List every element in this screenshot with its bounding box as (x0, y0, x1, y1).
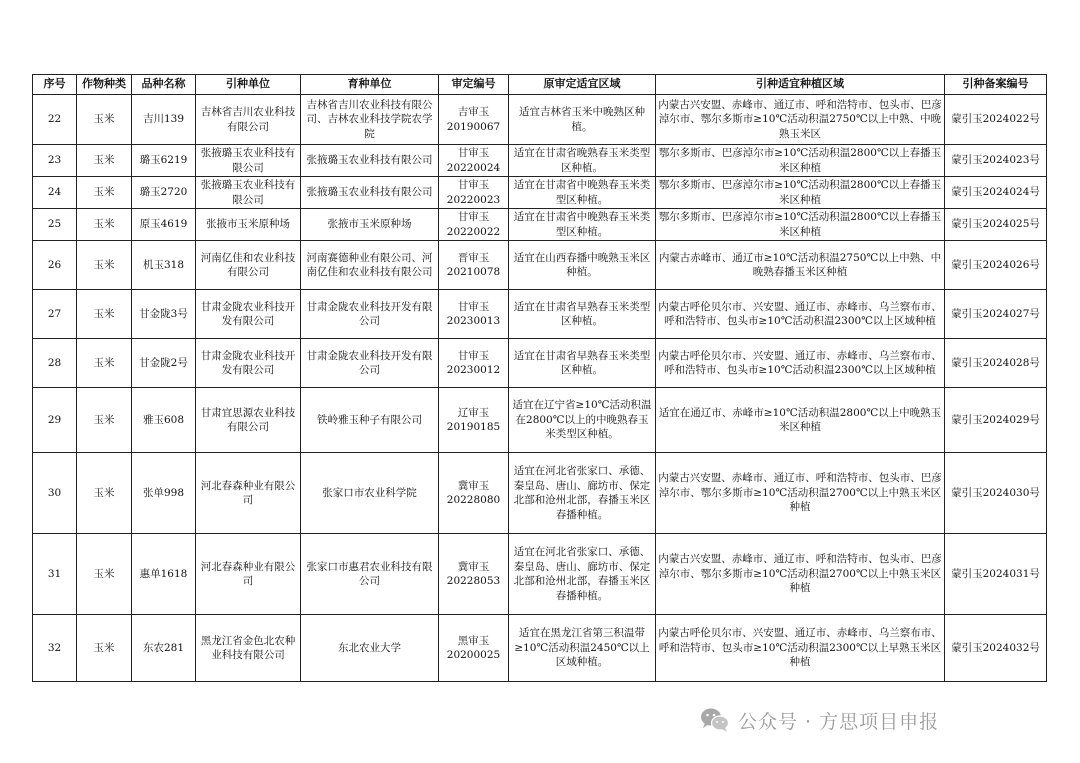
record-no-cell: 蒙引玉2024032号 (945, 615, 1047, 682)
table-row (33, 290, 1047, 339)
row-index-cell: 22 (33, 95, 77, 145)
original-region-cell: 适宜在甘肃省早熟春玉米类型区种植。 (509, 290, 656, 339)
header-approval-no: 审定编号 (439, 75, 509, 95)
introducer-cell: 张掖璐玉农业科技有限公司 (196, 177, 301, 209)
variety-name-cell: 吉川139 (132, 95, 196, 145)
breeder-cell: 铁岭雅玉种子有限公司 (301, 388, 439, 453)
variety-name-cell: 惠单1618 (132, 534, 196, 615)
breeder-cell: 张家口市惠君农业科技有限公司 (301, 534, 439, 615)
record-no-cell: 蒙引玉2024030号 (945, 453, 1047, 534)
approval-no-cell: 冀审玉20228053 (439, 534, 509, 615)
breeder-cell: 张掖璐玉农业科技有限公司 (301, 145, 439, 177)
introducer-cell: 河北春森种业有限公司 (196, 453, 301, 534)
table-row (33, 339, 1047, 388)
variety-table (32, 74, 1047, 682)
variety-name-cell: 雅玉608 (132, 388, 196, 453)
watermark-text: 公众号 · 方思项目申报 (738, 710, 940, 733)
breeder-cell: 张家口市农业科学院 (301, 453, 439, 534)
wechat-icon (700, 707, 730, 733)
breeder-cell: 甘肃金陇农业科技开发有限公司 (301, 339, 439, 388)
variety-name-cell: 机玉318 (132, 241, 196, 290)
crop-type-cell: 玉米 (77, 534, 132, 615)
table-row (33, 615, 1047, 682)
record-no-cell: 蒙引玉2024028号 (945, 339, 1047, 388)
original-region-cell: 适宜在甘肃省早熟春玉米类型区种植。 (509, 339, 656, 388)
introducer-cell: 张掖璐玉农业科技有限公司 (196, 145, 301, 177)
header-original-region: 原审定适宜区域 (509, 75, 656, 95)
record-no-cell: 蒙引玉2024022号 (945, 95, 1047, 145)
row-index-cell: 23 (33, 145, 77, 177)
introducer-cell: 黑龙江省金色北农种业科技有限公司 (196, 615, 301, 682)
original-region-cell: 适宜吉林省玉米中晚熟区种植。 (509, 95, 656, 145)
row-index-cell: 31 (33, 534, 77, 615)
crop-type-cell: 玉米 (77, 615, 132, 682)
intro-region-cell: 内蒙古呼伦贝尔市、兴安盟、通辽市、赤峰市、乌兰察布市、呼和浩特市、包头市≥10℃活动积温2300℃以上早熟玉米区种植 (656, 615, 945, 682)
header-introducer: 引种单位 (196, 75, 301, 95)
table-row (33, 95, 1047, 145)
header-index: 序号 (33, 75, 77, 95)
variety-name-cell: 甘金陇3号 (132, 290, 196, 339)
breeder-cell: 东北农业大学 (301, 615, 439, 682)
variety-name-cell: 原玉4619 (132, 209, 196, 241)
row-index-cell: 26 (33, 241, 77, 290)
header-variety: 品种名称 (132, 75, 196, 95)
introducer-cell: 河北春森种业有限公司 (196, 534, 301, 615)
intro-region-cell: 内蒙古兴安盟、赤峰市、通辽市、呼和浩特市、包头市、巴彦淖尔市、鄂尔多斯市≥10℃活动积温2750℃以上中熟、中晚熟玉米区 (656, 95, 945, 145)
original-region-cell: 适宜在甘肃省晚熟春玉米类型区种植。 (509, 145, 656, 177)
approval-no-cell: 吉审玉20190067 (439, 95, 509, 145)
header-record-no: 引种备案编号 (945, 75, 1047, 95)
row-index-cell: 25 (33, 209, 77, 241)
original-region-cell: 适宜在甘肃省中晚熟春玉米类型区种植。 (509, 209, 656, 241)
row-index-cell: 30 (33, 453, 77, 534)
crop-type-cell: 玉米 (77, 453, 132, 534)
table-row (33, 388, 1047, 453)
variety-name-cell: 张单998 (132, 453, 196, 534)
crop-type-cell: 玉米 (77, 290, 132, 339)
approval-no-cell: 辽审玉20190185 (439, 388, 509, 453)
table-row (33, 453, 1047, 534)
intro-region-cell: 适宜在通辽市、赤峰市≥10℃活动积温2800℃以上中晚熟玉米区种植 (656, 388, 945, 453)
breeder-cell: 甘肃金陇农业科技开发有限公司 (301, 290, 439, 339)
variety-name-cell: 璐玉2720 (132, 177, 196, 209)
introducer-cell: 张掖市玉米原种场 (196, 209, 301, 241)
original-region-cell: 适宜在山西春播中晚熟玉米区种植。 (509, 241, 656, 290)
introducer-cell: 甘肃金陇农业科技开发有限公司 (196, 339, 301, 388)
approval-no-cell: 甘审玉20220024 (439, 145, 509, 177)
crop-type-cell: 玉米 (77, 177, 132, 209)
introducer-cell: 甘肃金陇农业科技开发有限公司 (196, 290, 301, 339)
approval-no-cell: 甘审玉20230012 (439, 339, 509, 388)
row-index-cell: 32 (33, 615, 77, 682)
crop-type-cell: 玉米 (77, 95, 132, 145)
breeder-cell: 张掖市玉米原种场 (301, 209, 439, 241)
table-row (33, 209, 1047, 241)
approval-no-cell: 甘审玉20220023 (439, 177, 509, 209)
approval-no-cell: 黑审玉20200025 (439, 615, 509, 682)
original-region-cell: 适宜在甘肃省中晚熟春玉米类型区种植。 (509, 177, 656, 209)
approval-no-cell: 晋审玉20210078 (439, 241, 509, 290)
original-region-cell: 适宜在河北省张家口、承德、秦皇岛、唐山、廊坊市、保定北部和沧州北部，春播玉米区春播种植。 (509, 534, 656, 615)
intro-region-cell: 内蒙古兴安盟、赤峰市、通辽市、呼和浩特市、包头市、巴彦淖尔市、鄂尔多斯市≥10℃活动积温2700℃以上中熟玉米区种植 (656, 534, 945, 615)
crop-type-cell: 玉米 (77, 388, 132, 453)
record-no-cell: 蒙引玉2024029号 (945, 388, 1047, 453)
intro-region-cell: 内蒙古呼伦贝尔市、兴安盟、通辽市、赤峰市、乌兰察布市、呼和浩特市、包头市≥10℃活动积温2300℃以上区域种植 (656, 339, 945, 388)
variety-name-cell: 璐玉6219 (132, 145, 196, 177)
intro-region-cell: 鄂尔多斯市、巴彦淖尔市≥10℃活动积温2800℃以上春播玉米区种植 (656, 209, 945, 241)
header-intro-region: 引种适宜种植区域 (656, 75, 945, 95)
crop-type-cell: 玉米 (77, 339, 132, 388)
breeder-cell: 河南赛德种业有限公司、河南亿佳和农业科技有限公司 (301, 241, 439, 290)
intro-region-cell: 鄂尔多斯市、巴彦淖尔市≥10℃活动积温2800℃以上春播玉米区种植 (656, 145, 945, 177)
introducer-cell: 甘肃宜思源农业科技有限公司 (196, 388, 301, 453)
row-index-cell: 29 (33, 388, 77, 453)
table-row (33, 177, 1047, 209)
record-no-cell: 蒙引玉2024023号 (945, 145, 1047, 177)
header-row (33, 75, 1047, 95)
table-row (33, 241, 1047, 290)
record-no-cell: 蒙引玉2024027号 (945, 290, 1047, 339)
crop-type-cell: 玉米 (77, 145, 132, 177)
breeder-cell: 吉林省吉川农业科技有限公司、吉林农业科技学院农学院 (301, 95, 439, 145)
variety-name-cell: 甘金陇2号 (132, 339, 196, 388)
table-row (33, 534, 1047, 615)
original-region-cell: 适宜在河北省张家口、承德、秦皇岛、唐山、廊坊市、保定北部和沧州北部，春播玉米区春播种植。 (509, 453, 656, 534)
intro-region-cell: 内蒙古呼伦贝尔市、兴安盟、通辽市、赤峰市、乌兰察布市、呼和浩特市、包头市≥10℃活动积温2300℃以上区域种植 (656, 290, 945, 339)
intro-region-cell: 内蒙古兴安盟、赤峰市、通辽市、呼和浩特市、包头市、巴彦淖尔市、鄂尔多斯市≥10℃活动积温2700℃以上中熟玉米区种植 (656, 453, 945, 534)
approval-no-cell: 冀审玉20228080 (439, 453, 509, 534)
variety-name-cell: 东农281 (132, 615, 196, 682)
record-no-cell: 蒙引玉2024025号 (945, 209, 1047, 241)
header-breeder: 育种单位 (301, 75, 439, 95)
row-index-cell: 27 (33, 290, 77, 339)
row-index-cell: 24 (33, 177, 77, 209)
watermark (700, 704, 939, 736)
crop-type-cell: 玉米 (77, 209, 132, 241)
header-crop: 作物种类 (77, 75, 132, 95)
approval-no-cell: 甘审玉20230013 (439, 290, 509, 339)
record-no-cell: 蒙引玉2024031号 (945, 534, 1047, 615)
intro-region-cell: 鄂尔多斯市、巴彦淖尔市≥10℃活动积温2800℃以上春播玉米区种植 (656, 177, 945, 209)
record-no-cell: 蒙引玉2024026号 (945, 241, 1047, 290)
approval-no-cell: 甘审玉20220022 (439, 209, 509, 241)
intro-region-cell: 内蒙古赤峰市、通辽市≥10℃活动积温2750℃以上中熟、中晚熟春播玉米区种植 (656, 241, 945, 290)
record-no-cell: 蒙引玉2024024号 (945, 177, 1047, 209)
table-row (33, 145, 1047, 177)
crop-type-cell: 玉米 (77, 241, 132, 290)
breeder-cell: 张掖璐玉农业科技有限公司 (301, 177, 439, 209)
introducer-cell: 吉林省吉川农业科技有限公司 (196, 95, 301, 145)
original-region-cell: 适宜在辽宁省≥10℃活动积温在2800℃以上的中晚熟春玉米类型区种植。 (509, 388, 656, 453)
row-index-cell: 28 (33, 339, 77, 388)
original-region-cell: 适宜在黑龙江省第三积温带≥10℃活动积温2450℃以上区域种植。 (509, 615, 656, 682)
introducer-cell: 河南亿佳和农业科技有限公司 (196, 241, 301, 290)
